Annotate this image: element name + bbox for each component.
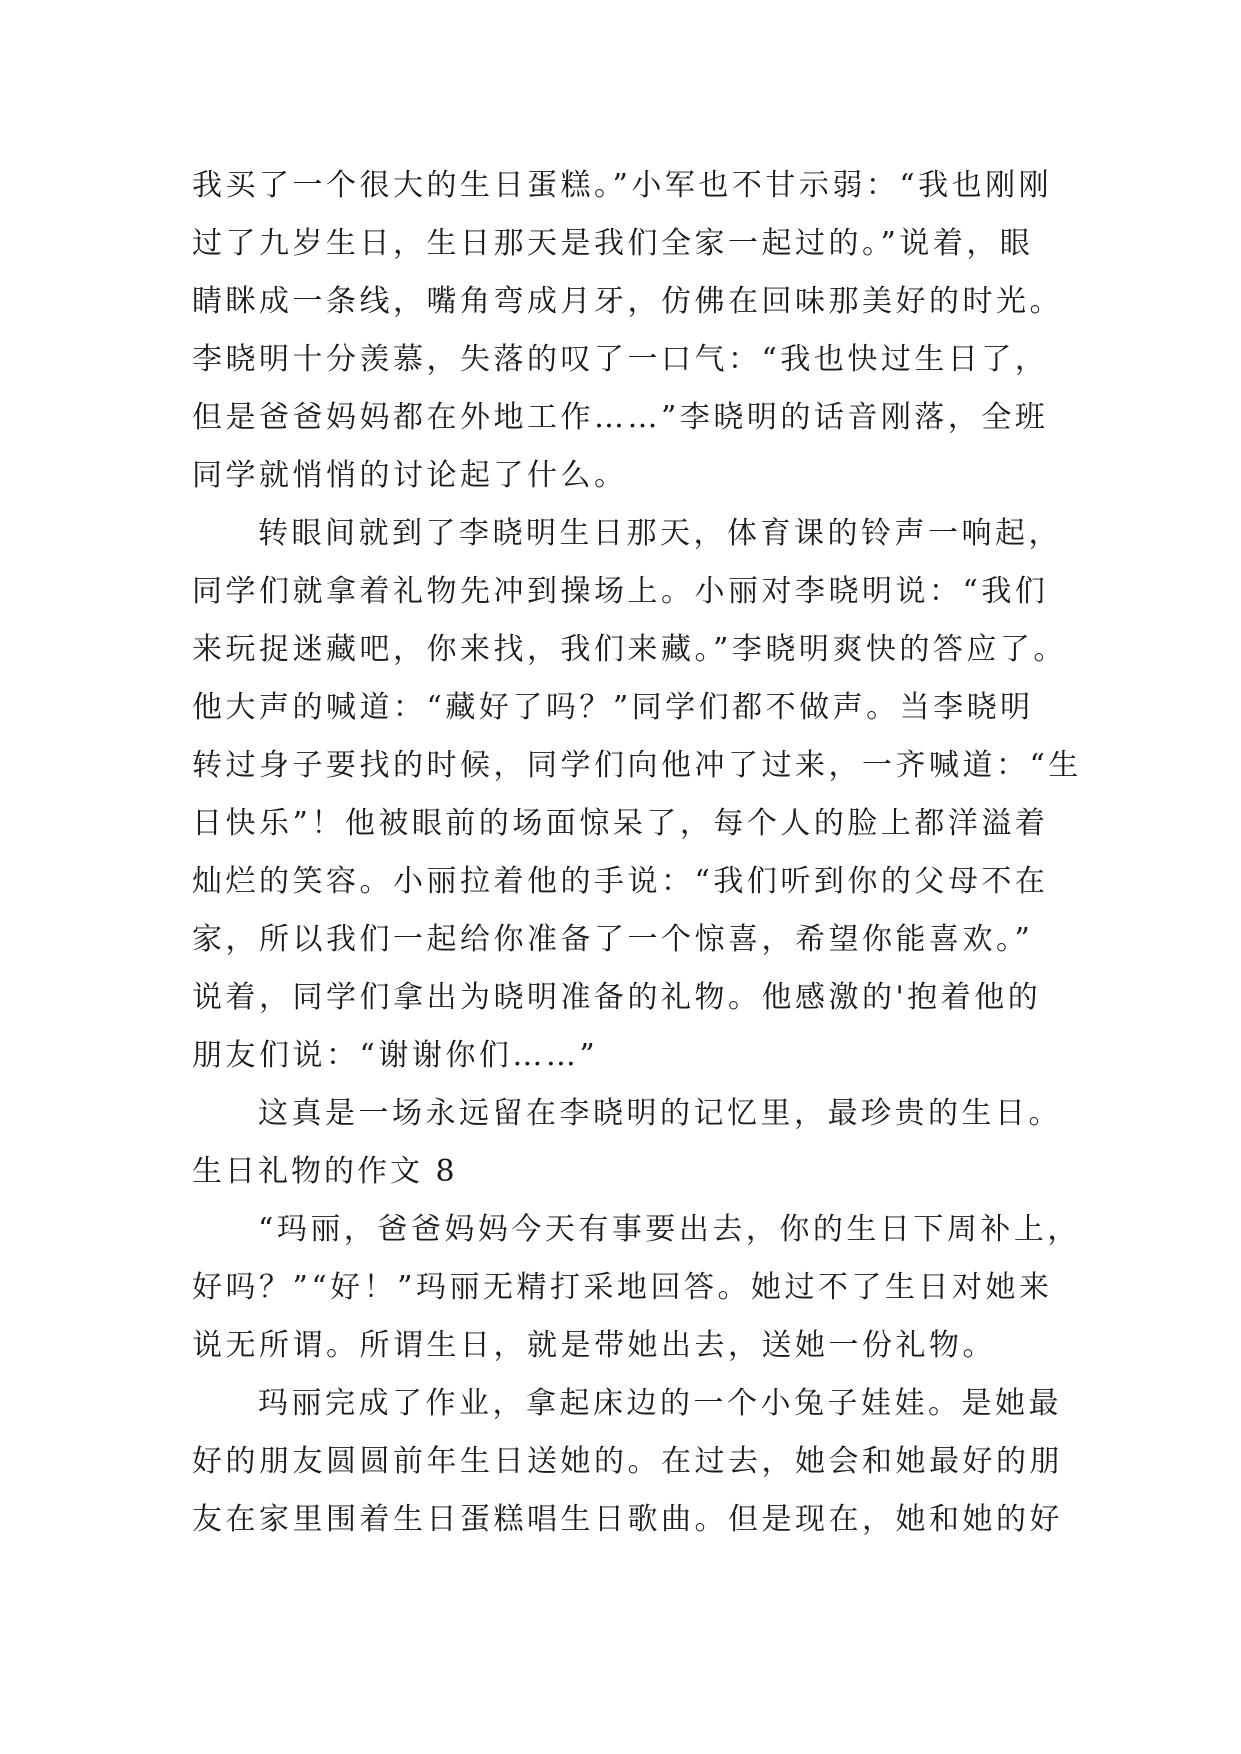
document-body — [192, 157, 1082, 1549]
text-line: 朋友们说：“谢谢你们……” — [192, 1038, 599, 1073]
section-heading: 生日礼物的作文 8 — [192, 1154, 458, 1189]
text-line: 说无所谓。所谓生日，就是带她出去，送她一份礼物。 — [192, 1328, 996, 1363]
text-line: 同学们就拿着礼物先冲到操场上。小丽对李晓明说：“我们 — [192, 574, 1049, 609]
text-line: 来玩捉迷藏吧，你来找，我们来藏。”李晓明爽快的答应了。 — [192, 632, 1067, 667]
text-line: 家，所以我们一起给你准备了一个惊喜，希望你能喜欢。” — [192, 922, 1034, 957]
paragraph-first-line: 这真是一场永远留在李晓明的记忆里，最珍贵的生日。 — [258, 1096, 1062, 1131]
text-line: 好的朋友圆圆前年生日送她的。在过去，她会和她最好的朋 — [192, 1444, 1063, 1479]
text-line: 日快乐”！他被眼前的场面惊呆了，每个人的脸上都洋溢着 — [192, 806, 1049, 841]
text-line: 灿烂的笑容。小丽拉着他的手说：“我们听到你的父母不在 — [192, 864, 1049, 899]
text-line: 过了九岁生日，生日那天是我们全家一起过的。”说着，眼 — [192, 226, 1034, 261]
text-line: 他大声的喊道：“藏好了吗？”同学们都不做声。当李晓明 — [192, 690, 1034, 725]
paragraph-first-line: “玛丽，爸爸妈妈今天有事要出去，你的生日下周补上， — [258, 1212, 1081, 1247]
text-line: 但是爸爸妈妈都在外地工作……”李晓明的话音刚落，全班 — [192, 400, 1049, 435]
text-line: 转过身子要找的时候，同学们向他冲了过来，一齐喊道：“生 — [192, 748, 1082, 783]
text-line: 我买了一个很大的生日蛋糕。”小军也不甘示弱：“我也刚刚 — [192, 168, 1053, 203]
text-line: 同学就悄悄的讨论起了什么。 — [192, 458, 628, 493]
text-line: 睛眯成一条线，嘴角弯成月牙，仿佛在回味那美好的时光。 — [192, 284, 1063, 319]
text-line: 李晓明十分羡慕，失落的叹了一口气：“我也快过生日了， — [192, 342, 1049, 377]
paragraph-first-line: 玛丽完成了作业，拿起床边的一个小兔子娃娃。是她最 — [258, 1386, 1062, 1421]
text-line: 友在家里围着生日蛋糕唱生日歌曲。但是现在，她和她的好 — [192, 1502, 1063, 1537]
text-line: 好吗？”“好！”玛丽无精打采地回答。她过不了生日对她来 — [192, 1270, 1053, 1305]
text-line: 说着，同学们拿出为晓明准备的礼物。他感激的'抱着他的 — [192, 980, 1042, 1015]
paragraph-first-line: 转眼间就到了李晓明生日那天，体育课的铃声一响起， — [258, 516, 1062, 551]
